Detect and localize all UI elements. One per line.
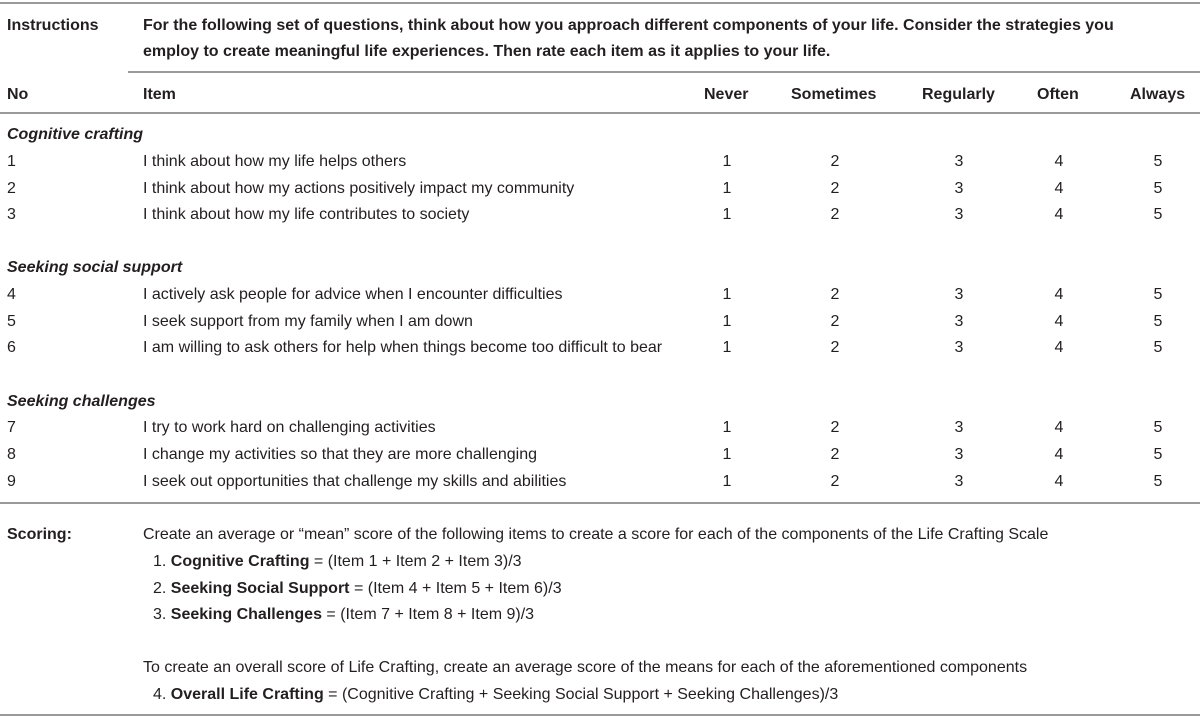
formula-name: Overall Life Crafting [170,686,324,703]
item-text: I am willing to ask others for help when things become too difficult to bear [143,339,663,356]
item-number: 2 [7,180,16,197]
formula-number: 1. [153,553,167,570]
score-always: 5 [1153,286,1163,303]
item-number: 6 [7,339,16,356]
col-header-never: Never [704,86,749,103]
item-text: I change my activities so that they are more challenging [143,446,537,463]
score-often: 4 [1054,206,1064,223]
col-header-often: Often [1037,86,1079,103]
scoring-intro: Create an average or “mean” score of the following items to create a score for each of the components of the Life Crafting Scale [143,526,1049,543]
score-often: 4 [1054,419,1064,436]
score-never: 1 [722,286,732,303]
score-never: 1 [722,339,732,356]
item-text: I think about how my life contributes to society [143,206,470,223]
scoring-formula [153,607,534,623]
score-sometimes: 2 [830,473,840,490]
item-text: I seek out opportunities that challenge my skills and abilities [143,473,567,490]
score-sometimes: 2 [830,206,840,223]
score-never: 1 [722,180,732,197]
score-often: 4 [1054,180,1064,197]
header-rule [0,112,1200,114]
scoring-formula [153,554,522,570]
section-title-challenges: Seeking challenges [7,393,156,410]
item-number: 4 [7,286,16,303]
item-number: 7 [7,419,16,436]
formula-number: 2. [153,580,167,597]
score-sometimes: 2 [830,419,840,436]
formula-name: Cognitive Crafting [170,553,310,570]
instructions-label: Instructions [7,17,99,34]
col-header-sometimes: Sometimes [791,86,877,103]
formula-expression: = (Item 4 + Item 5 + Item 6)/3 [349,580,562,597]
col-header-always: Always [1130,86,1186,103]
item-number: 1 [7,153,16,170]
score-always: 5 [1153,206,1163,223]
formula-number: 4. [153,686,167,703]
instructions-line-1: For the following set of questions, think about how you approach different components of your life. Consider the strategies you [143,17,1114,34]
overall-formula [153,687,838,703]
score-often: 4 [1054,473,1064,490]
score-often: 4 [1054,153,1064,170]
score-regularly: 3 [954,473,964,490]
instructions-rule [128,71,1200,73]
score-regularly: 3 [954,313,964,330]
score-often: 4 [1054,313,1064,330]
score-regularly: 3 [954,286,964,303]
score-regularly: 3 [954,339,964,356]
item-number: 5 [7,313,16,330]
col-header-item: Item [143,86,176,103]
section-title-social-support: Seeking social support [7,259,183,276]
item-text: I seek support from my family when I am down [143,313,473,330]
formula-expression: = (Item 1 + Item 2 + Item 3)/3 [309,553,522,570]
top-rule [0,2,1200,4]
item-text: I think about how my life helps others [143,153,407,170]
formula-name: Seeking Challenges [170,606,322,623]
item-text: I think about how my actions positively impact my community [143,180,575,197]
scoring-formula [153,581,562,597]
score-sometimes: 2 [830,180,840,197]
items-rule [0,502,1200,504]
score-always: 5 [1153,313,1163,330]
score-often: 4 [1054,286,1064,303]
bottom-rule [0,714,1200,716]
score-sometimes: 2 [830,153,840,170]
col-header-no: No [7,86,29,103]
score-never: 1 [722,473,732,490]
score-regularly: 3 [954,419,964,436]
score-often: 4 [1054,446,1064,463]
score-always: 5 [1153,339,1163,356]
item-number: 3 [7,206,16,223]
score-always: 5 [1153,153,1163,170]
score-always: 5 [1153,419,1163,436]
formula-expression: = (Cognitive Crafting + Seeking Social Support + Seeking Challenges)/3 [323,686,839,703]
score-regularly: 3 [954,153,964,170]
col-header-regularly: Regularly [922,86,995,103]
score-never: 1 [722,153,732,170]
score-never: 1 [722,313,732,330]
score-sometimes: 2 [830,313,840,330]
score-never: 1 [722,206,732,223]
instructions-line-2: employ to create meaningful life experiences. Then rate each item as it applies to your life. [143,43,831,60]
score-sometimes: 2 [830,286,840,303]
formula-name: Seeking Social Support [170,580,350,597]
score-regularly: 3 [954,180,964,197]
item-number: 9 [7,473,16,490]
formula-expression: = (Item 7 + Item 8 + Item 9)/3 [321,606,535,623]
score-sometimes: 2 [830,339,840,356]
score-never: 1 [722,419,732,436]
formula-number: 3. [153,606,167,623]
overall-intro: To create an overall score of Life Crafting, create an average score of the means for each of the aforementioned components [143,659,1028,676]
section-title-cognitive: Cognitive crafting [7,126,144,143]
score-always: 5 [1153,473,1163,490]
scoring-label: Scoring: [7,526,72,543]
score-always: 5 [1153,446,1163,463]
score-never: 1 [722,446,732,463]
score-always: 5 [1153,180,1163,197]
score-regularly: 3 [954,206,964,223]
item-text: I actively ask people for advice when I encounter difficulties [143,286,563,303]
score-regularly: 3 [954,446,964,463]
item-number: 8 [7,446,16,463]
score-often: 4 [1054,339,1064,356]
score-sometimes: 2 [830,446,840,463]
item-text: I try to work hard on challenging activities [143,419,436,436]
